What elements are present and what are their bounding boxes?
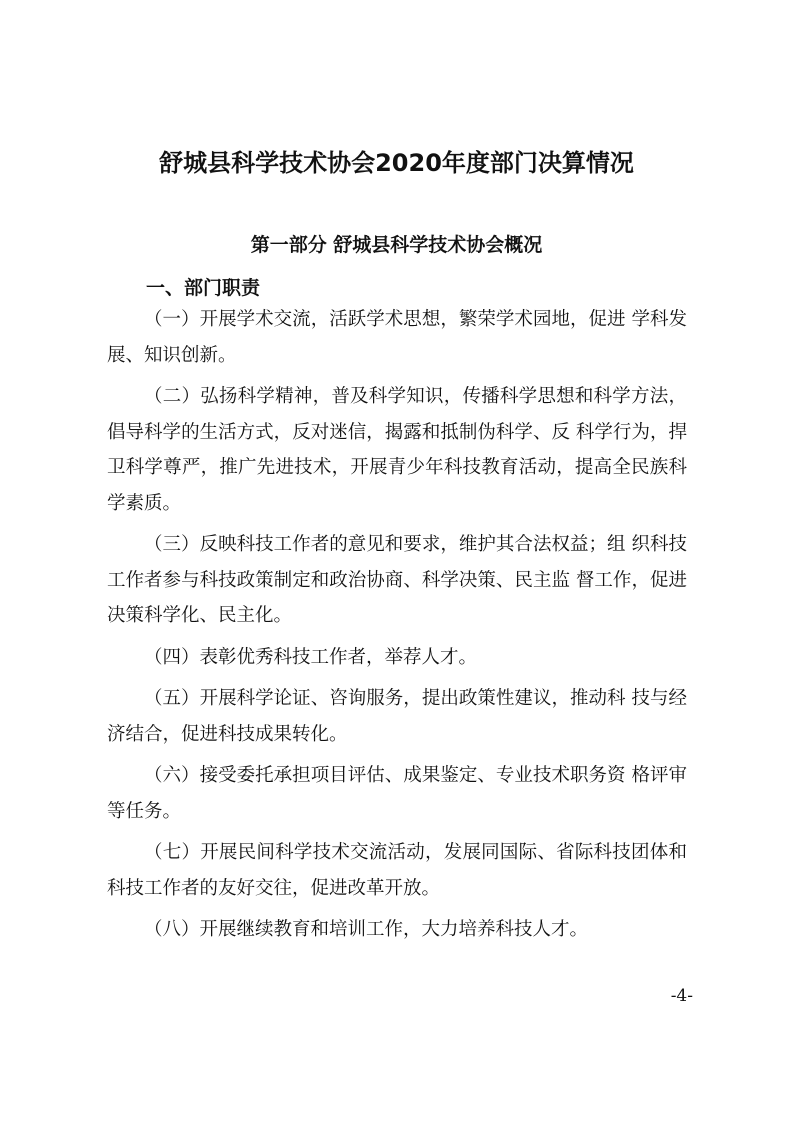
paragraph-6: （六）接受委托承担项目评估、成果鉴定、专业技术职务资 格评审等任务。 (107, 765, 687, 822)
paragraph-3: （三）反映科技工作者的意见和要求，维护其合法权益；组 织科技工作者参与科技政策制定和政治协商、科学决策、民主监 督工作，促进决策科学化、民主化。 (107, 534, 687, 626)
paragraph-2: （二）弘扬科学精神，普及科学知识，传播科学思想和科学方法，倡导科学的生活方式，反对迷信，揭露和抵制伪科学、反 科学行为，捍卫科学尊严，推广先进技术，开展青少年科技教育活动，提高全民族科学素质。 (107, 386, 687, 514)
section-heading: 一、部门职责 (146, 277, 261, 299)
paragraph-7: （七）开展民间科学技术交流活动，发展同国际、省际科技团体和科技工作者的友好交往，促进改革开放。 (107, 842, 687, 899)
paragraph-4: （四）表彰优秀科技工作者，举荐人才。 (144, 646, 478, 668)
body-text (107, 302, 687, 954)
paragraph-5: （五）开展科学论证、咨询服务，提出政策性建议，推动科 技与经济结合，促进科技成果转化。 (107, 688, 687, 745)
document-title: 舒城县科学技术协会2020年度部门决算情况 (159, 149, 634, 177)
paragraph-1: （一）开展学术交流，活跃学术思想，繁荣学术园地，促进 学科发展、知识创新。 (107, 309, 687, 366)
page-number: -4- (670, 986, 693, 1006)
part-heading: 第一部分 舒城县科学技术协会概况 (250, 234, 543, 256)
paragraph-8: （八）开展继续教育和培训工作，大力培养科技人才。 (144, 919, 589, 940)
